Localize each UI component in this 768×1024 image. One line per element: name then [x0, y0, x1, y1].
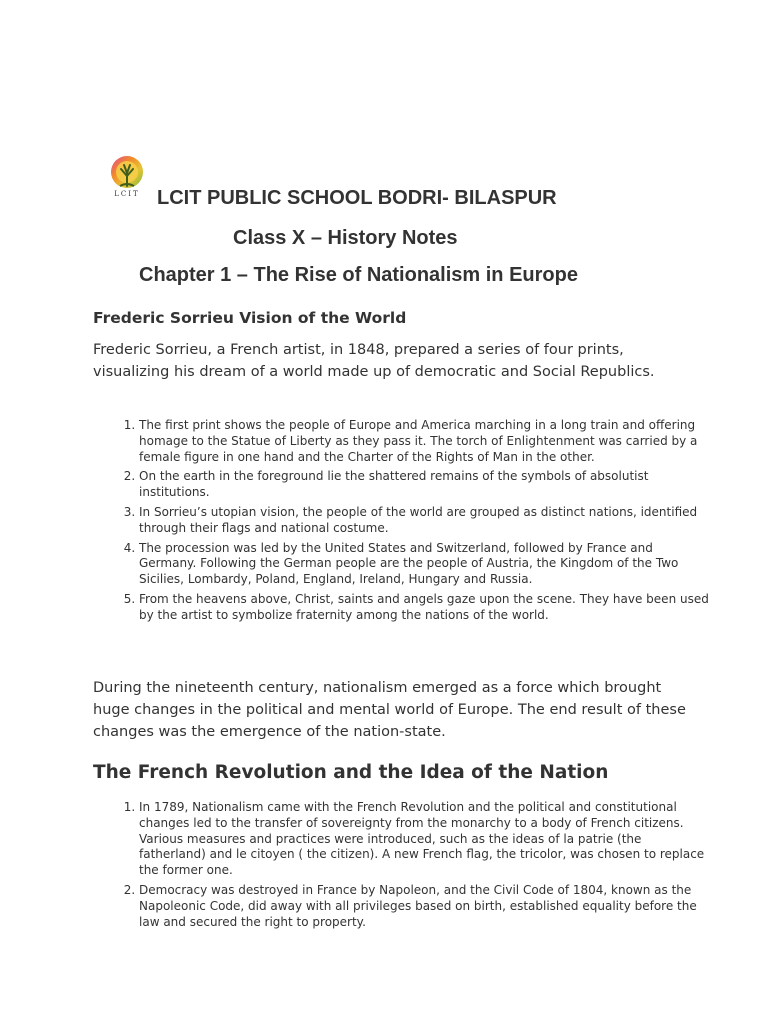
sorrieu-list: [114, 418, 709, 628]
logo-text: LCIT: [114, 190, 140, 198]
list-item: 2. Democracy was destroyed in France by Napoleon, and the Civil Code of 1804, known as the Napoleonic Code, did away with all privileges based on birth, established equality before the law and secured the right to property.: [139, 883, 709, 930]
list-item: 3. In Sorrieu’s utopian vision, the people of the world are grouped as distinct nations, identified through their flags and national costume.: [139, 505, 709, 537]
closing-paragraph: During the nineteenth century, nationalism emerged as a force which brought huge changes in the political and mental world of Europe. The end result of these changes was the emergence of the nation-state.: [93, 680, 686, 740]
class-title: Class X – History Notes: [233, 227, 458, 249]
list-item: 2. On the earth in the foreground lie the shattered remains of the symbols of absolutist institutions.: [139, 469, 709, 501]
school-logo: [106, 154, 148, 200]
list-item: 5. From the heavens above, Christ, saints and angels gaze upon the scene. They have been used by the artist to symbolize fraternity among the nations of the world.: [139, 592, 709, 624]
school-name: LCIT PUBLIC SCHOOL BODRI- BILASPUR: [157, 187, 557, 209]
french-revolution-list: [114, 800, 709, 934]
list-item: 1. In 1789, Nationalism came with the French Revolution and the political and constitutional changes led to the transfer of sovereignty from the monarchy to a body of French citizens. Various measures and practices were introduced, such as the ideas of la patrie (the fatherland) and le citoyen ( the citizen). A new French flag, the tricolor, was chosen to replace the former one.: [139, 800, 709, 879]
list-item: 1. The first print shows the people of Europe and America marching in a long train and offering homage to the Statue of Liberty as they pass it. The torch of Enlightenment was carried by a female figure in one hand and the Charter of the Rights of Man in the other.: [139, 418, 709, 465]
intro-paragraph: Frederic Sorrieu, a French artist, in 1848, prepared a series of four prints, visualizing his dream of a world made up of democratic and Social Republics.: [93, 342, 655, 380]
list-item: 4. The procession was led by the United States and Switzerland, followed by France and Germany. Following the German people are the people of Austria, the Kingdom of the Two Sicilies, Lombardy, Poland, England, Ireland, Hungary and Russia.: [139, 541, 709, 588]
section-heading-sorrieu: Frederic Sorrieu Vision of the World: [93, 309, 407, 327]
chapter-title: Chapter 1 – The Rise of Nationalism in Europe: [139, 264, 578, 286]
tree-logo-icon: [106, 154, 148, 190]
section-heading-french-revolution: The French Revolution and the Idea of the Nation: [93, 762, 609, 783]
